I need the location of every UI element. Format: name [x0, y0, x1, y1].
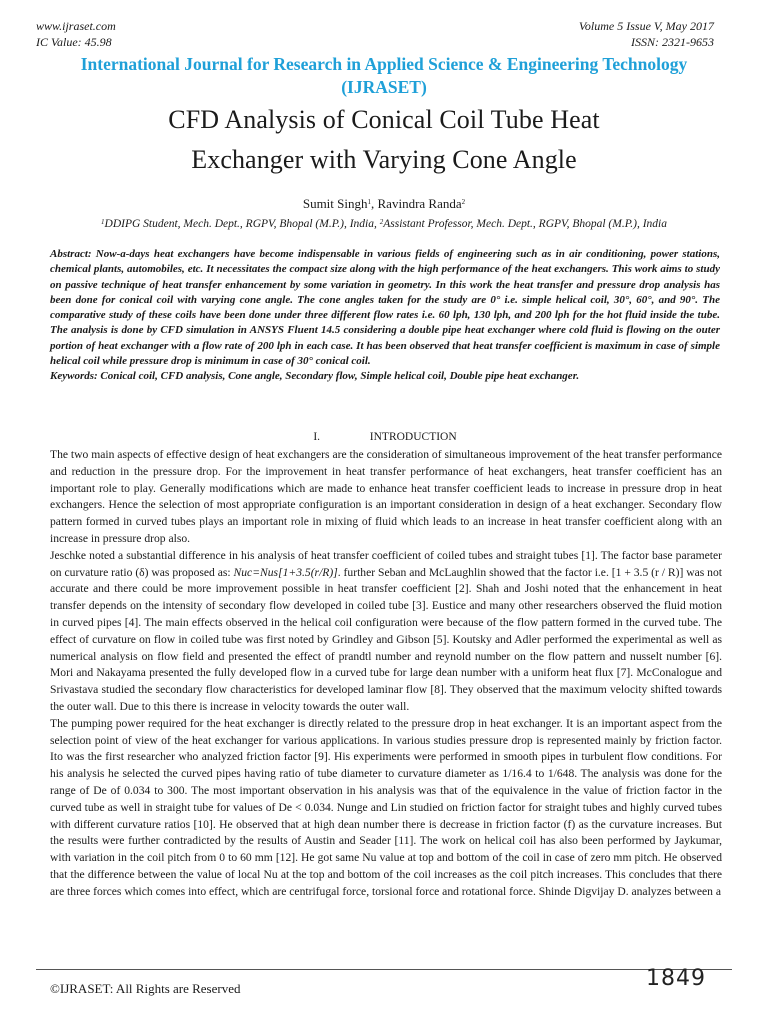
paragraph-2-part-a: Jeschke noted a substantial difference in his analysis of heat transfer coefficient of coiled tubes and straight tubes [1]. The factor base parameter on curvature ratio (δ) was proposed as:: [50, 548, 722, 579]
paragraph-1: The two main aspects of effective design of heat exchangers are the consideration of simultaneous improvement of the heat transfer performance and reduction in the pressure drop. For the improvement in heat transfer performance of heat exchangers, heat transfer coefficient has an important role to play. Generally modifications which are made to enhance heat transfer coefficient leads to increase in pressure drop in heat exchangers. Hence the selection of most appropriate configuration is an important consideration in design of a heat exchanger. Secondary flow pattern formed in curved tubes plays an important role in mixing of fluid which leads to an increase in heat transfer coefficient along with an increase in pressure drop also.: [50, 448, 722, 545]
section-title: INTRODUCTION: [369, 431, 457, 443]
copyright-notice: ©IJRASET: All Rights are Reserved: [50, 981, 241, 996]
section-heading: [50, 430, 720, 445]
affiliation-2-marker: 2: [379, 218, 384, 226]
affiliation-1: DDIPG Student, Mech. Dept., RGPV, Bhopal (M.P.), India,: [104, 218, 380, 230]
paper-title-line-1: CFD Analysis of Conical Coil Tube Heat: [168, 105, 600, 134]
abstract-text: Abstract: Now-a-days heat exchangers have become indispensable in various fields of engineering such as in air conditioning, power stations, chemical plants, automobiles, etc. It necessitates the compact size along with the high performance of the heat exchangers. This work aims to study on passive technique of heat transfer enhancement by some variation in geometry. In this work the heat transfer and pressure drop analysis has been done for conical coil with varying cone angle. The cone angles taken for the study are 0° i.e. simple helical coil, 30°, 60°, and 90°. The comparative study of these coils have been done under three different flow rates i.e. 60 lph, 130 lph, and 200 lph for the hot fluid inside the tube. The analysis is done by CFD simulation in ANSYS Fluent 14.5 considering a double pipe heat exchanger where cold fluid is flowing on the outer portion of heat exchanger with a flow rate of 200 lph in each case. It has been observed that heat transfer coefficient is maximum in case of simple helical coil while pressure drop is minimum in case of 30° conical coil.: [50, 248, 720, 368]
affiliation-1-marker: 1: [101, 218, 105, 226]
author-2-marker: 2: [461, 198, 466, 206]
author-1: Sumit Singh: [302, 196, 368, 211]
affiliations: [40, 216, 728, 232]
nusselt-equation: Nuc=Nus[1+3.5(r/R)]: [233, 565, 338, 579]
paragraph-2: [50, 548, 722, 716]
journal-name: International Journal for Research in Applied Science & Engineering Technology (IJRASET): [80, 54, 688, 97]
abstract-block: [50, 247, 720, 385]
paper-title-line-2: Exchanger with Varying Cone Angle: [191, 145, 577, 174]
author-list: [40, 196, 728, 212]
keywords-text: Keywords: Conical coil, CFD analysis, Cone angle, Secondary flow, Simple helical coil, Double pipe heat exchanger.: [50, 370, 580, 383]
ic-value: IC Value: 45.98: [36, 35, 112, 49]
section-number: I.: [313, 431, 321, 443]
volume-issue: Volume 5 Issue V, May 2017: [578, 19, 714, 33]
body-text: [50, 447, 722, 901]
author-1-marker: 1: [367, 198, 372, 206]
page-number: 1849: [646, 966, 706, 991]
header-left: [36, 18, 116, 50]
footer-divider: [36, 969, 732, 970]
paragraph-2-part-b: . further Seban and McLaughlin showed that the factor i.e. [1 + 3.5 (r / R)] was not accurate and there could be more improvement possible in heat transfer coefficient [2]. Shah and Joshi noted that the enhancement in heat transfer depends on the intensity of secondary flow developed in coiled tube [3]. Eustice and many other researchers observed the fluid motion in curved pipes [4]. The main effects observed in the helical coil configuration were because of the flow pattern formed in the curved tube. The effect of curvature on flow in coiled tube was first noted by Grindley and Gibson [5]. Koutsky and Adler performed the experimental as well as numerical analysis on flow field and presented the effect of prandtl number and reynold number on the flow pattern and nusselt number [6]. Mori and Nakayama presented the fully developed flow in a curved tube for large dean number with a uniform heat flux [7]. McConalogue and Srivastava studied the secondary flow characteristics for developed laminar flow [8]. They observed that the maximum velocity shifted towards the outer wall. Due to this there is increase in velocity towards the outer wall.: [50, 565, 723, 713]
paper-title: [40, 100, 728, 180]
author-2: Ravindra Randa: [377, 196, 462, 211]
author-separator: ,: [371, 196, 378, 211]
header-right: [494, 18, 714, 50]
paragraph-3: The pumping power required for the heat exchanger is directly related to the pressure drop in heat exchanger. It is an important aspect from the selection point of view of the heat exchanger for various applications. In various studies pressure drop is represented mainly by friction factor. Ito was the first researcher who analyzed friction factor [9]. His experiments were performed in smooth pipes in turbulent flow conditions. For his analysis he selected the curved pipes having ratio of tube diameter to curvature diameter as 1/16.4 to 1/648. The analysis was done for the range of De of 0.034 to 300. The most important observation in his analysis was that of the equivalence in the value of friction factor in the curved tube as well in straight tube for values of De < 0.034. Nunge and Lin studied on friction factor for straight tubes and highly curved tubes with different curvature ratios [10]. He observed that at high dean number there is decrease in friction factor (f) as the curvature increases. But the results were further contradicted by the results of Austin and Seader [11]. The work on helical coil has also been performed by Jaykumar, with variation in the coil pitch from 0 to 60 mm [12]. He got same Nu value at top and bottom of the coil in case of zero mm pitch. He observed that the difference between the value of local Nu at the top and bottom of the coil increases as the coil pitch increases. This concludes that there are three forces which comes into effect, which are centrifugal force, torsional force and rotational force. Shinde Digvijay D. analyzes between a: [50, 716, 722, 898]
affiliation-2: Assistant Professor, Mech. Dept., RGPV, Bhopal (M.P.), India: [383, 218, 667, 230]
issn: ISSN: 2321-9653: [631, 35, 714, 49]
journal-website[interactable]: www.ijraset.com: [36, 19, 116, 33]
